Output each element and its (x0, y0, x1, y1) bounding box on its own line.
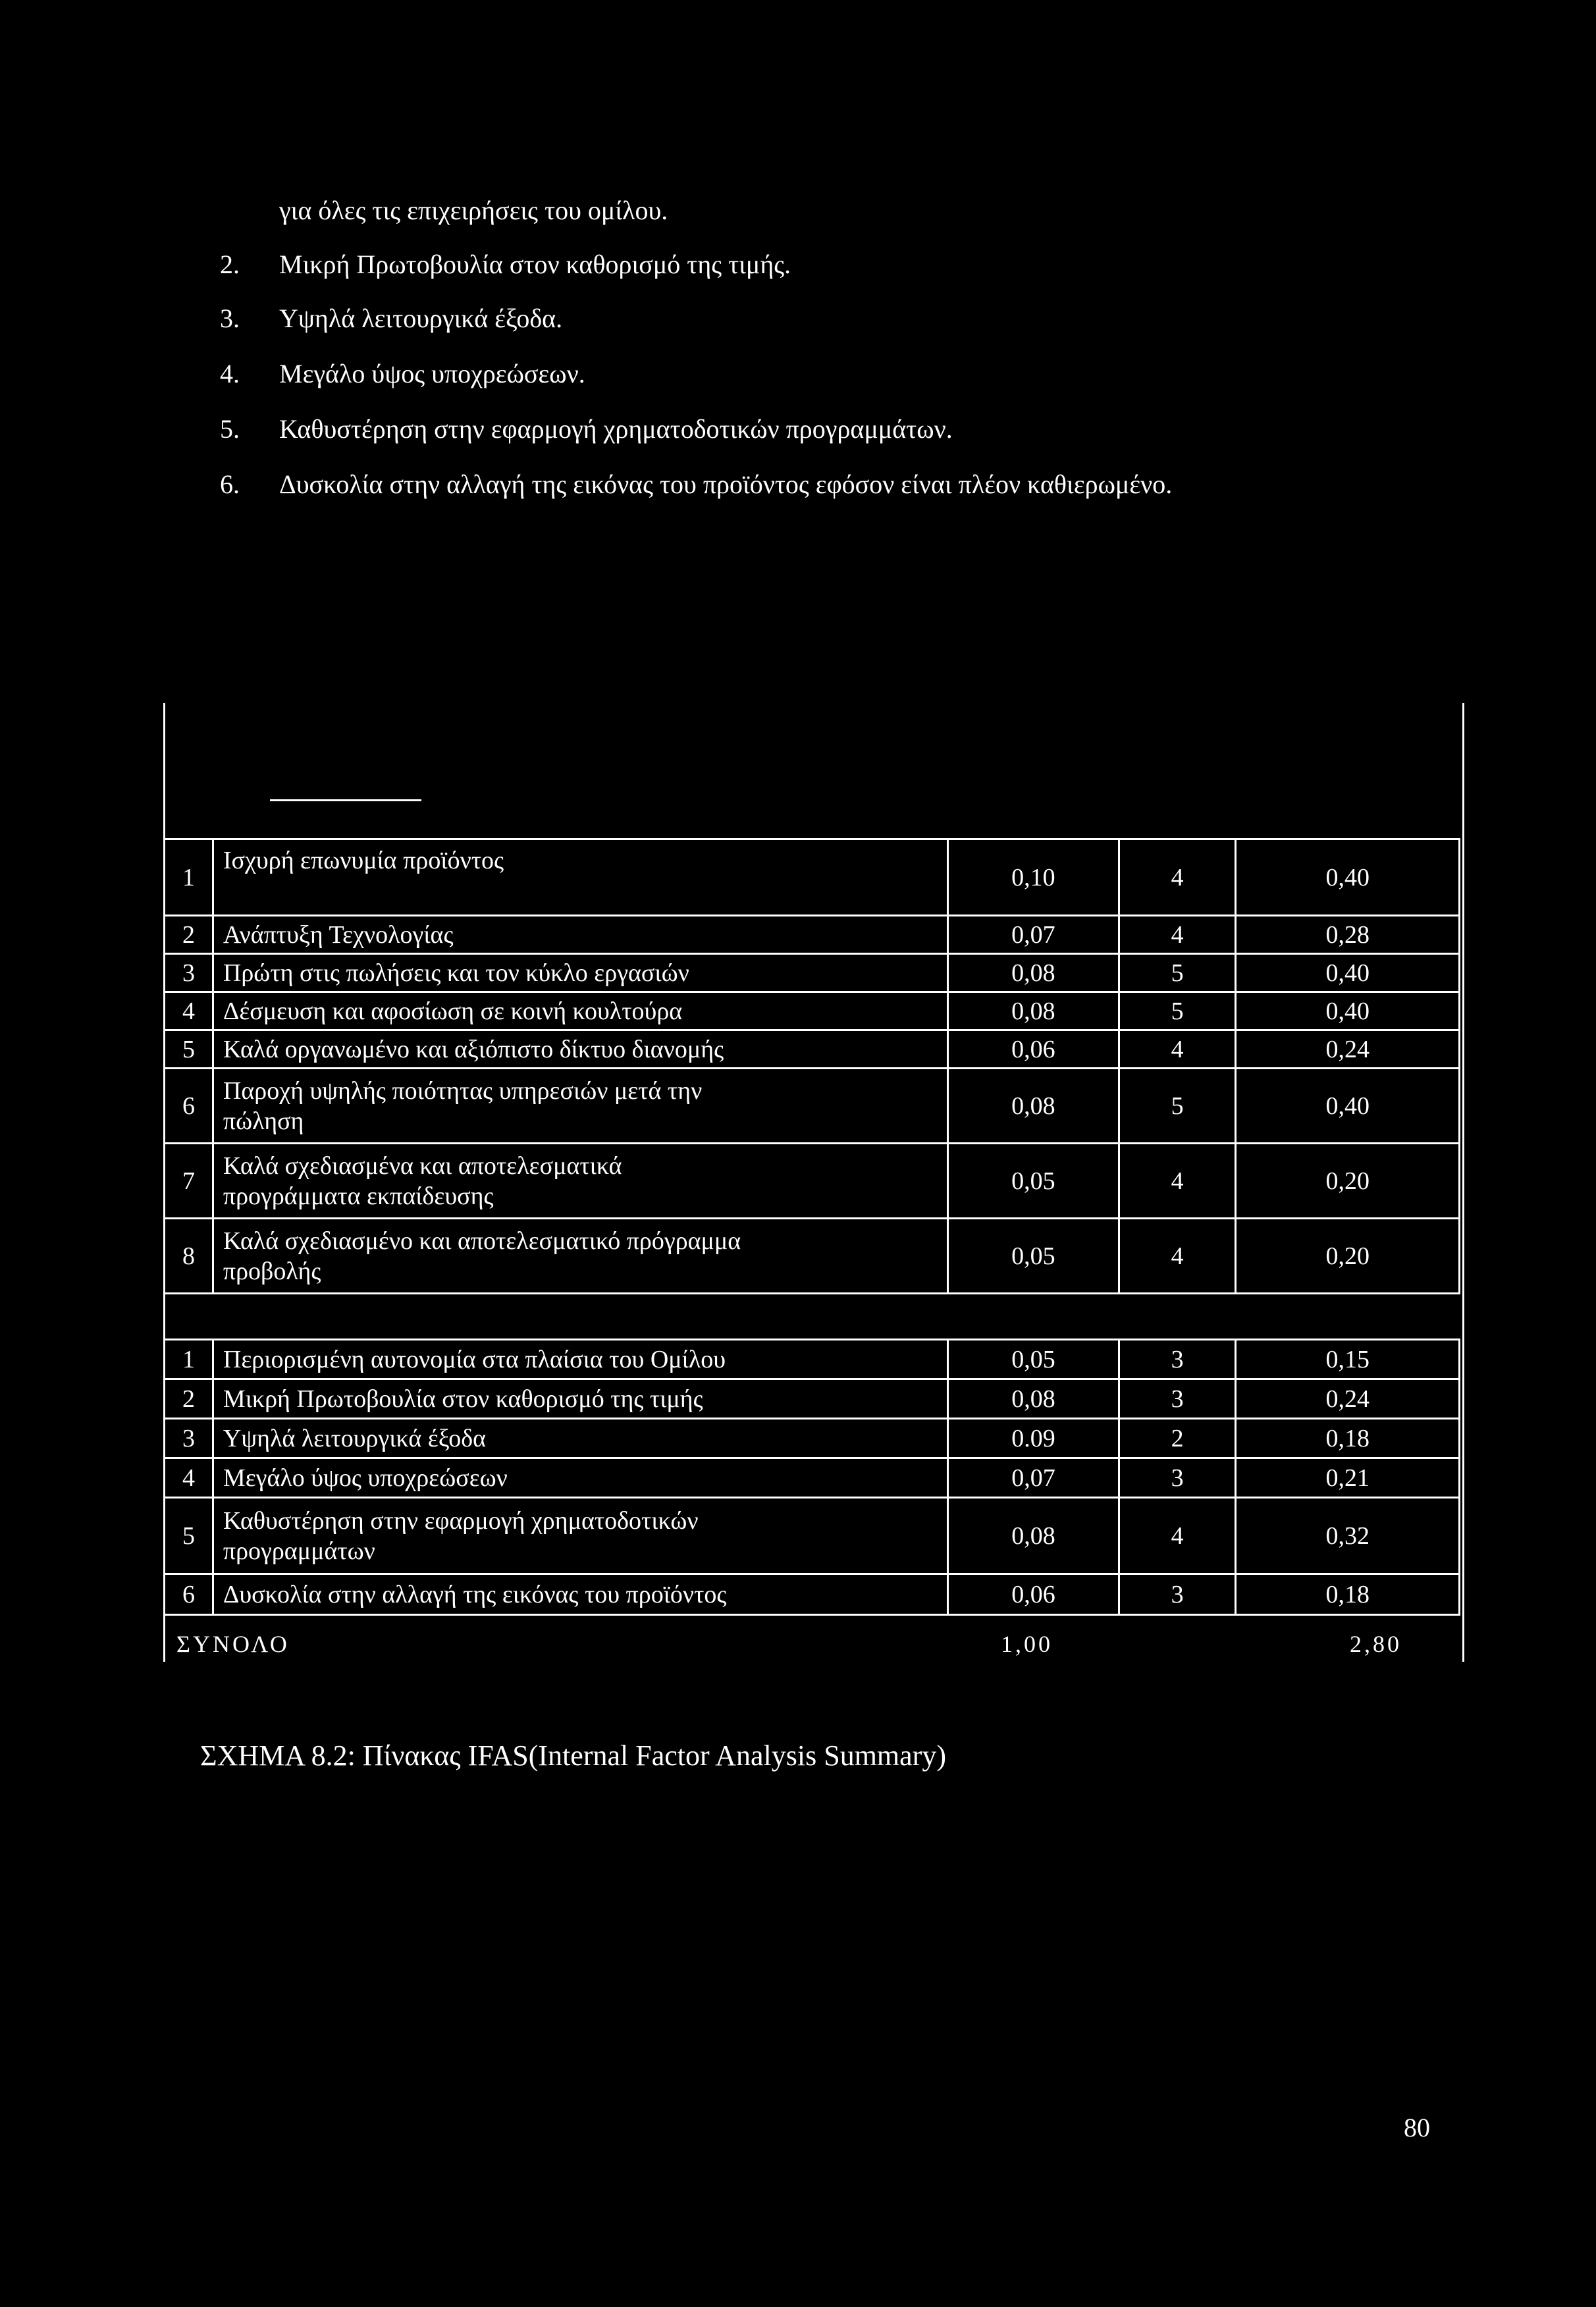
table-row (165, 1458, 1460, 1498)
weight-cell: 0,08 (948, 992, 1119, 1030)
factor-cell (213, 1144, 947, 1219)
rating-cell: 4 (1119, 839, 1236, 916)
weight-cell: 0,08 (948, 1379, 1119, 1419)
table-row (165, 839, 1460, 916)
table-row (165, 1419, 1460, 1458)
factor-cell: Περιορισμένη αυτονομία στα πλαίσια του Ομίλου (213, 1340, 947, 1379)
weight-cell: 0,06 (948, 1574, 1119, 1615)
total-weight: 1,00 (1001, 1631, 1053, 1657)
page-number: 80 (1404, 2113, 1430, 2142)
row-number: 7 (165, 1144, 213, 1219)
factor-line: Καθυστέρηση στην εφαρμογή χρηματοδοτικών (223, 1506, 699, 1535)
intro-item-text: Καθυστέρηση στην εφαρμογή χρηματοδοτικών προγραμμάτων. (279, 414, 953, 444)
total-row (163, 1629, 1460, 1662)
score-cell: 0,15 (1236, 1340, 1460, 1379)
weight-cell: 0,10 (948, 839, 1119, 916)
row-number: 3 (165, 1419, 213, 1458)
score-cell: 0,21 (1236, 1458, 1460, 1498)
factor-line: προγραμμάτων (223, 1537, 375, 1565)
figure-caption: ΣΧΗΜΑ 8.2: Πίνακας IFAS(Internal Factor Analysis Summary) (200, 1739, 946, 1772)
rating-cell: 5 (1119, 954, 1236, 992)
row-number: 6 (165, 1574, 213, 1615)
score-cell: 0,18 (1236, 1574, 1460, 1615)
score-cell: 0,28 (1236, 916, 1460, 954)
weight-cell: 0,07 (948, 1458, 1119, 1498)
table-row (165, 1144, 1460, 1219)
total-score: 2,80 (1350, 1631, 1402, 1657)
factor-line: προγράμματα εκπαίδευσης (223, 1182, 494, 1210)
rating-cell: 4 (1119, 916, 1236, 954)
factor-cell: Πρώτη στις πωλήσεις και τον κύκλο εργασιών (213, 954, 947, 992)
rating-cell: 3 (1119, 1379, 1236, 1419)
table-row (165, 954, 1460, 992)
table-row (165, 1030, 1460, 1069)
score-cell: 0,20 (1236, 1219, 1460, 1294)
intro-item-text: Υψηλά λειτουργικά έξοδα. (279, 304, 563, 333)
table-row (165, 1379, 1460, 1419)
score-cell: 0,18 (1236, 1419, 1460, 1458)
score-cell: 0,24 (1236, 1030, 1460, 1069)
factor-cell (213, 1498, 947, 1574)
weight-cell: 0.09 (948, 1419, 1119, 1458)
intro-item-number: 3. (220, 304, 240, 333)
score-cell: 0,32 (1236, 1498, 1460, 1574)
intro-item-text: Μικρή Πρωτοβουλία στον καθορισμό της τιμής. (279, 250, 791, 279)
header-rule (270, 799, 421, 801)
table-row (165, 916, 1460, 954)
factor-cell: Ανάπτυξη Τεχνολογίας (213, 916, 947, 954)
factor-line: πώληση (223, 1107, 304, 1135)
factor-line: Καλά σχεδιασμένο και αποτελεσματικό πρόγραμμα (223, 1227, 741, 1255)
row-number: 2 (165, 1379, 213, 1419)
row-number: 5 (165, 1030, 213, 1069)
rating-cell: 4 (1119, 1219, 1236, 1294)
score-cell: 0,40 (1236, 1069, 1460, 1144)
total-label: ΣΥΝΟΛΟ (176, 1631, 290, 1657)
row-number: 3 (165, 954, 213, 992)
score-cell: 0,40 (1236, 992, 1460, 1030)
factor-cell: Δυσκολία στην αλλαγή της εικόνας του προϊόντος (213, 1574, 947, 1615)
intro-continuation: για όλες τις επιχειρήσεις του ομίλου. (279, 196, 668, 225)
factor-cell (213, 1219, 947, 1294)
factor-cell: Μικρή Πρωτοβουλία στον καθορισμό της τιμής (213, 1379, 947, 1419)
intro-item-number: 5. (220, 414, 240, 444)
intro-item-number: 4. (220, 359, 240, 388)
weight-cell: 0,06 (948, 1030, 1119, 1069)
factor-line: Παροχή υψηλής ποιότητας υπηρεσιών μετά την (223, 1076, 703, 1105)
row-number: 2 (165, 916, 213, 954)
row-number: 1 (165, 839, 213, 916)
weight-cell: 0,07 (948, 916, 1119, 954)
rating-cell: 4 (1119, 1144, 1236, 1219)
rating-cell: 4 (1119, 1498, 1236, 1574)
table-row (165, 1498, 1460, 1574)
factor-line: προβολής (223, 1257, 321, 1285)
factor-cell: Μεγάλο ύψος υποχρεώσεων (213, 1458, 947, 1498)
row-number: 1 (165, 1340, 213, 1379)
row-number: 4 (165, 992, 213, 1030)
row-number: 8 (165, 1219, 213, 1294)
score-cell: 0,40 (1236, 839, 1460, 916)
rating-cell: 3 (1119, 1340, 1236, 1379)
rating-cell: 5 (1119, 992, 1236, 1030)
weight-cell: 0,08 (948, 1498, 1119, 1574)
row-number: 4 (165, 1458, 213, 1498)
factor-cell: Καλά οργανωμένο και αξιόπιστο δίκτυο διανομής (213, 1030, 947, 1069)
factor-line: Καλά σχεδιασμένα και αποτελεσματικά (223, 1152, 622, 1180)
table-row (165, 1069, 1460, 1144)
weight-cell: 0,08 (948, 954, 1119, 992)
rating-cell: 3 (1119, 1574, 1236, 1615)
score-cell: 0,20 (1236, 1144, 1460, 1219)
weight-cell: 0,05 (948, 1340, 1119, 1379)
weaknesses-table (163, 1339, 1460, 1616)
factor-cell: Υψηλά λειτουργικά έξοδα (213, 1419, 947, 1458)
table-row (165, 1574, 1460, 1615)
intro-item-text: Δυσκολία στην αλλαγή της εικόνας του προϊόντος εφόσον είναι πλέον καθιερωμένο. (279, 469, 1173, 499)
weight-cell: 0,08 (948, 1069, 1119, 1144)
factor-cell (213, 1069, 947, 1144)
intro-item-text: Μεγάλο ύψος υποχρεώσεων. (279, 359, 585, 388)
table-row (165, 992, 1460, 1030)
rating-cell: 5 (1119, 1069, 1236, 1144)
table-row (165, 1219, 1460, 1294)
score-cell: 0,24 (1236, 1379, 1460, 1419)
weight-cell: 0,05 (948, 1219, 1119, 1294)
rating-cell: 2 (1119, 1419, 1236, 1458)
table-row (165, 1340, 1460, 1379)
rating-cell: 3 (1119, 1458, 1236, 1498)
row-number: 6 (165, 1069, 213, 1144)
factor-cell: Δέσμευση και αφοσίωση σε κοινή κουλτούρα (213, 992, 947, 1030)
row-number: 5 (165, 1498, 213, 1574)
strengths-table (163, 838, 1460, 1294)
intro-item-number: 2. (220, 250, 240, 279)
weight-cell: 0,05 (948, 1144, 1119, 1219)
factor-cell: Ισχυρή επωνυμία προϊόντος (213, 839, 947, 916)
intro-item-number: 6. (220, 469, 240, 499)
score-cell: 0,40 (1236, 954, 1460, 992)
rating-cell: 4 (1119, 1030, 1236, 1069)
